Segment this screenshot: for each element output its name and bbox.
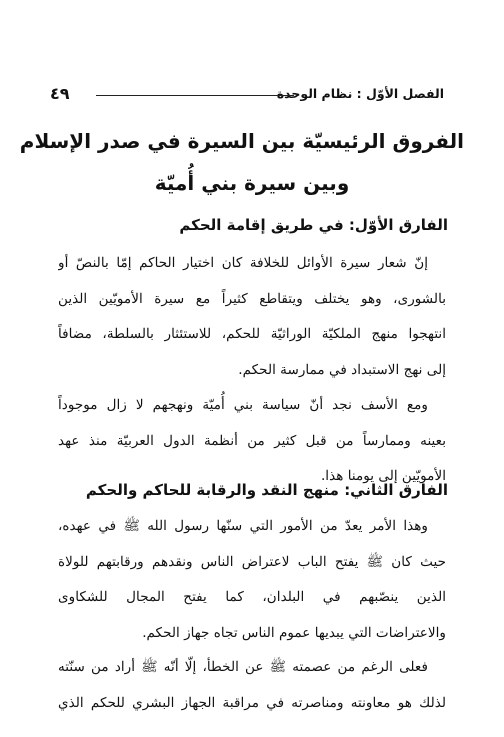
page-title-line-1: الفروق الرئيسيّة بين السيرة في صدر الإسلام (19, 129, 464, 153)
chapter-header-title: الفصل الأوّل : نظام الوحدة (276, 86, 444, 101)
text-line: الذين ينصّبهم في البلدان، كما يفتح المجال للشكاوى (58, 589, 446, 606)
text-line: لذلك هو معاونته ومناصرته في مراقبة الجهاز البشري للحكم الذي (58, 694, 446, 711)
text-line: إنّ شعار سيرة الأوائل للخلافة كان اختيار الحاكم إمّا بالنصّ أو (58, 255, 428, 271)
section-heading-1: الفارق الأوّل: في طريق إقامة الحكم (179, 216, 448, 234)
text-line: إلى نهج الاستبداد في ممارسة الحكم. (238, 361, 446, 378)
paragraph-2-1 (58, 509, 446, 651)
paragraph-1-1 (58, 246, 446, 388)
header-rule (96, 95, 294, 96)
text-line: وهذا الأمر يعدّ من الأمور التي سنّها رسول الله ﷺ في عهده، (58, 518, 428, 534)
page-number: ٤٩ (50, 84, 70, 103)
paragraph-2-2 (58, 650, 446, 721)
text-line: والاعتراضات التي يبديها عموم الناس تجاه جهاز الحكم. (142, 624, 446, 641)
text-line: ومع الأسف نجد أنّ سياسة بني أُميّة ونهجهم لا زال موجوداً (58, 397, 428, 413)
page-title-line-2: وبين سيرة بني أُميّة (154, 171, 350, 195)
text-line: حيث كان ﷺ يفتح الباب لاعتراض الناس ونقدهم ورقابتهم للولاة (58, 553, 446, 570)
text-line: انتهجوا منهج الملكيّة الوراثيّة للحكم، للاستئثار بالسلطة، مضافاً (58, 326, 446, 343)
text-line: فعلى الرغم من عصمته ﷺ عن الخطأ، إلّا أنّه ﷺ أراد من سنّته (58, 659, 428, 675)
text-line: الأمويّين إلى يومنا هذا. (320, 468, 446, 485)
section-heading-2: الفارق الثاني: منهج النقد والرقابة للحاكم والحكم (85, 481, 448, 499)
text-line: بعينه وممارساً من قبل كثير من أنظمة الدول العربيّة منذ عهد (58, 432, 446, 449)
text-line: بالشورى، وهو يختلف ويتقاطع كثيراً مع سيرة الأمويّين الذين (58, 290, 446, 307)
running-header (50, 84, 444, 106)
page-title (19, 120, 464, 204)
